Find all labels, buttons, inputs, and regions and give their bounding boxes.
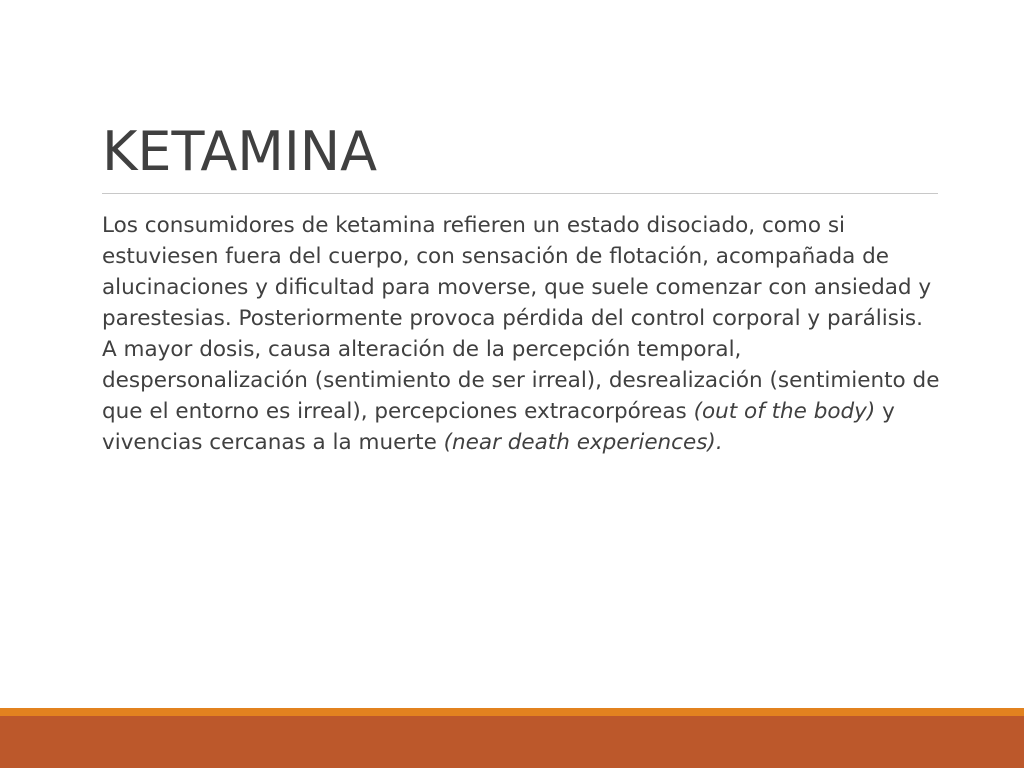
title-divider (102, 193, 938, 194)
body-italic-segment: (out of the body) (693, 399, 876, 424)
body-italic-segment: (near death experiences). (443, 430, 723, 455)
slide-body-text (102, 210, 942, 458)
slide-title: KETAMINA (102, 120, 378, 183)
footer-accent-line (0, 708, 1024, 716)
body-text-segment: y vivencias cercanas a la muerte (102, 399, 895, 455)
footer-bar (0, 716, 1024, 768)
body-text-segment: Los consumidores de ketamina refieren un estado disociado, como si estuviesen fuera del cuerpo, con sensación de flotación, acompañada de alucinaciones y dificultad para moverse, que suele comenzar con ansiedad y parestesias. Posteriormente provoca pérdida del control corporal y parálisis. A mayor dosis, causa alteración de la percepción temporal, despersonalización (sentimiento de ser irreal), desrealización (sentimiento de que el entorno es irreal), percepciones extracorpóreas (102, 213, 940, 424)
